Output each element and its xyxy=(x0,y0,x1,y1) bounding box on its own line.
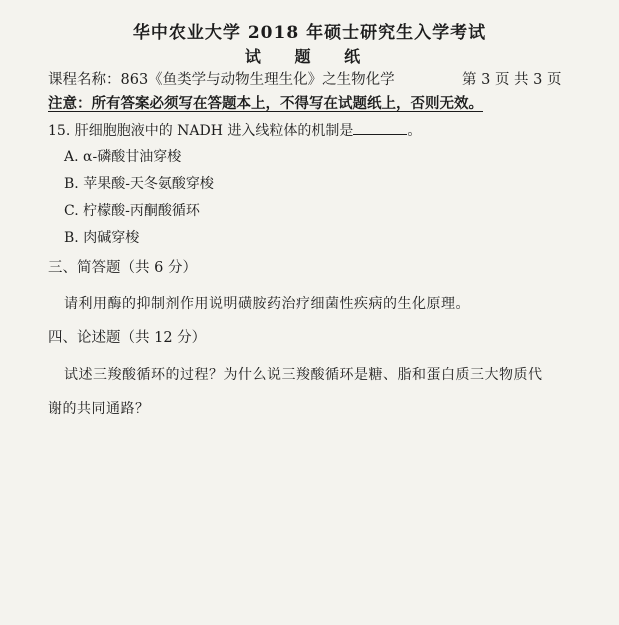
exam-notice: 注意：所有答案必须写在答题本上，不得写在试题纸上，否则无效。 xyxy=(48,95,483,112)
section-4-question-line-1: 试述三羧酸循环的过程？为什么说三羧酸循环是糖、脂和蛋白质三大物质代 xyxy=(64,367,543,383)
page-info: 第 3 页 共 3 页 xyxy=(462,72,562,88)
section-4-heading: 四、论述题（共 12 分） xyxy=(48,330,207,346)
answer-blank xyxy=(353,120,407,135)
option-c: C. 柠檬酸-丙酮酸循环 xyxy=(64,203,200,219)
exam-subtitle: 试 题 纸 xyxy=(244,47,375,66)
section-3-question: 请利用酶的抑制剂作用说明磺胺药治疗细菌性疾病的生化原理。 xyxy=(64,296,470,312)
question-15-stem: 15. 肝细胞胞液中的 NADH 进入线粒体的机制是 xyxy=(48,123,354,139)
option-a: A. α-磷酸甘油穿梭 xyxy=(64,149,182,165)
question-15-stem-end: 。 xyxy=(407,123,422,139)
question-15 xyxy=(48,120,421,140)
section-3-heading: 三、简答题（共 6 分） xyxy=(48,260,197,276)
option-b: B. 苹果酸-天冬氨酸穿梭 xyxy=(64,176,214,192)
section-4-question-line-2: 谢的共同通路？ xyxy=(48,401,150,417)
exam-title: 华中农业大学 2018 年硕士研究生入学考试 xyxy=(132,23,487,43)
course-name: 课程名称：863《鱼类学与动物生理生化》之生物化学 xyxy=(48,72,395,88)
option-d: B. 肉碱穿梭 xyxy=(64,230,140,246)
